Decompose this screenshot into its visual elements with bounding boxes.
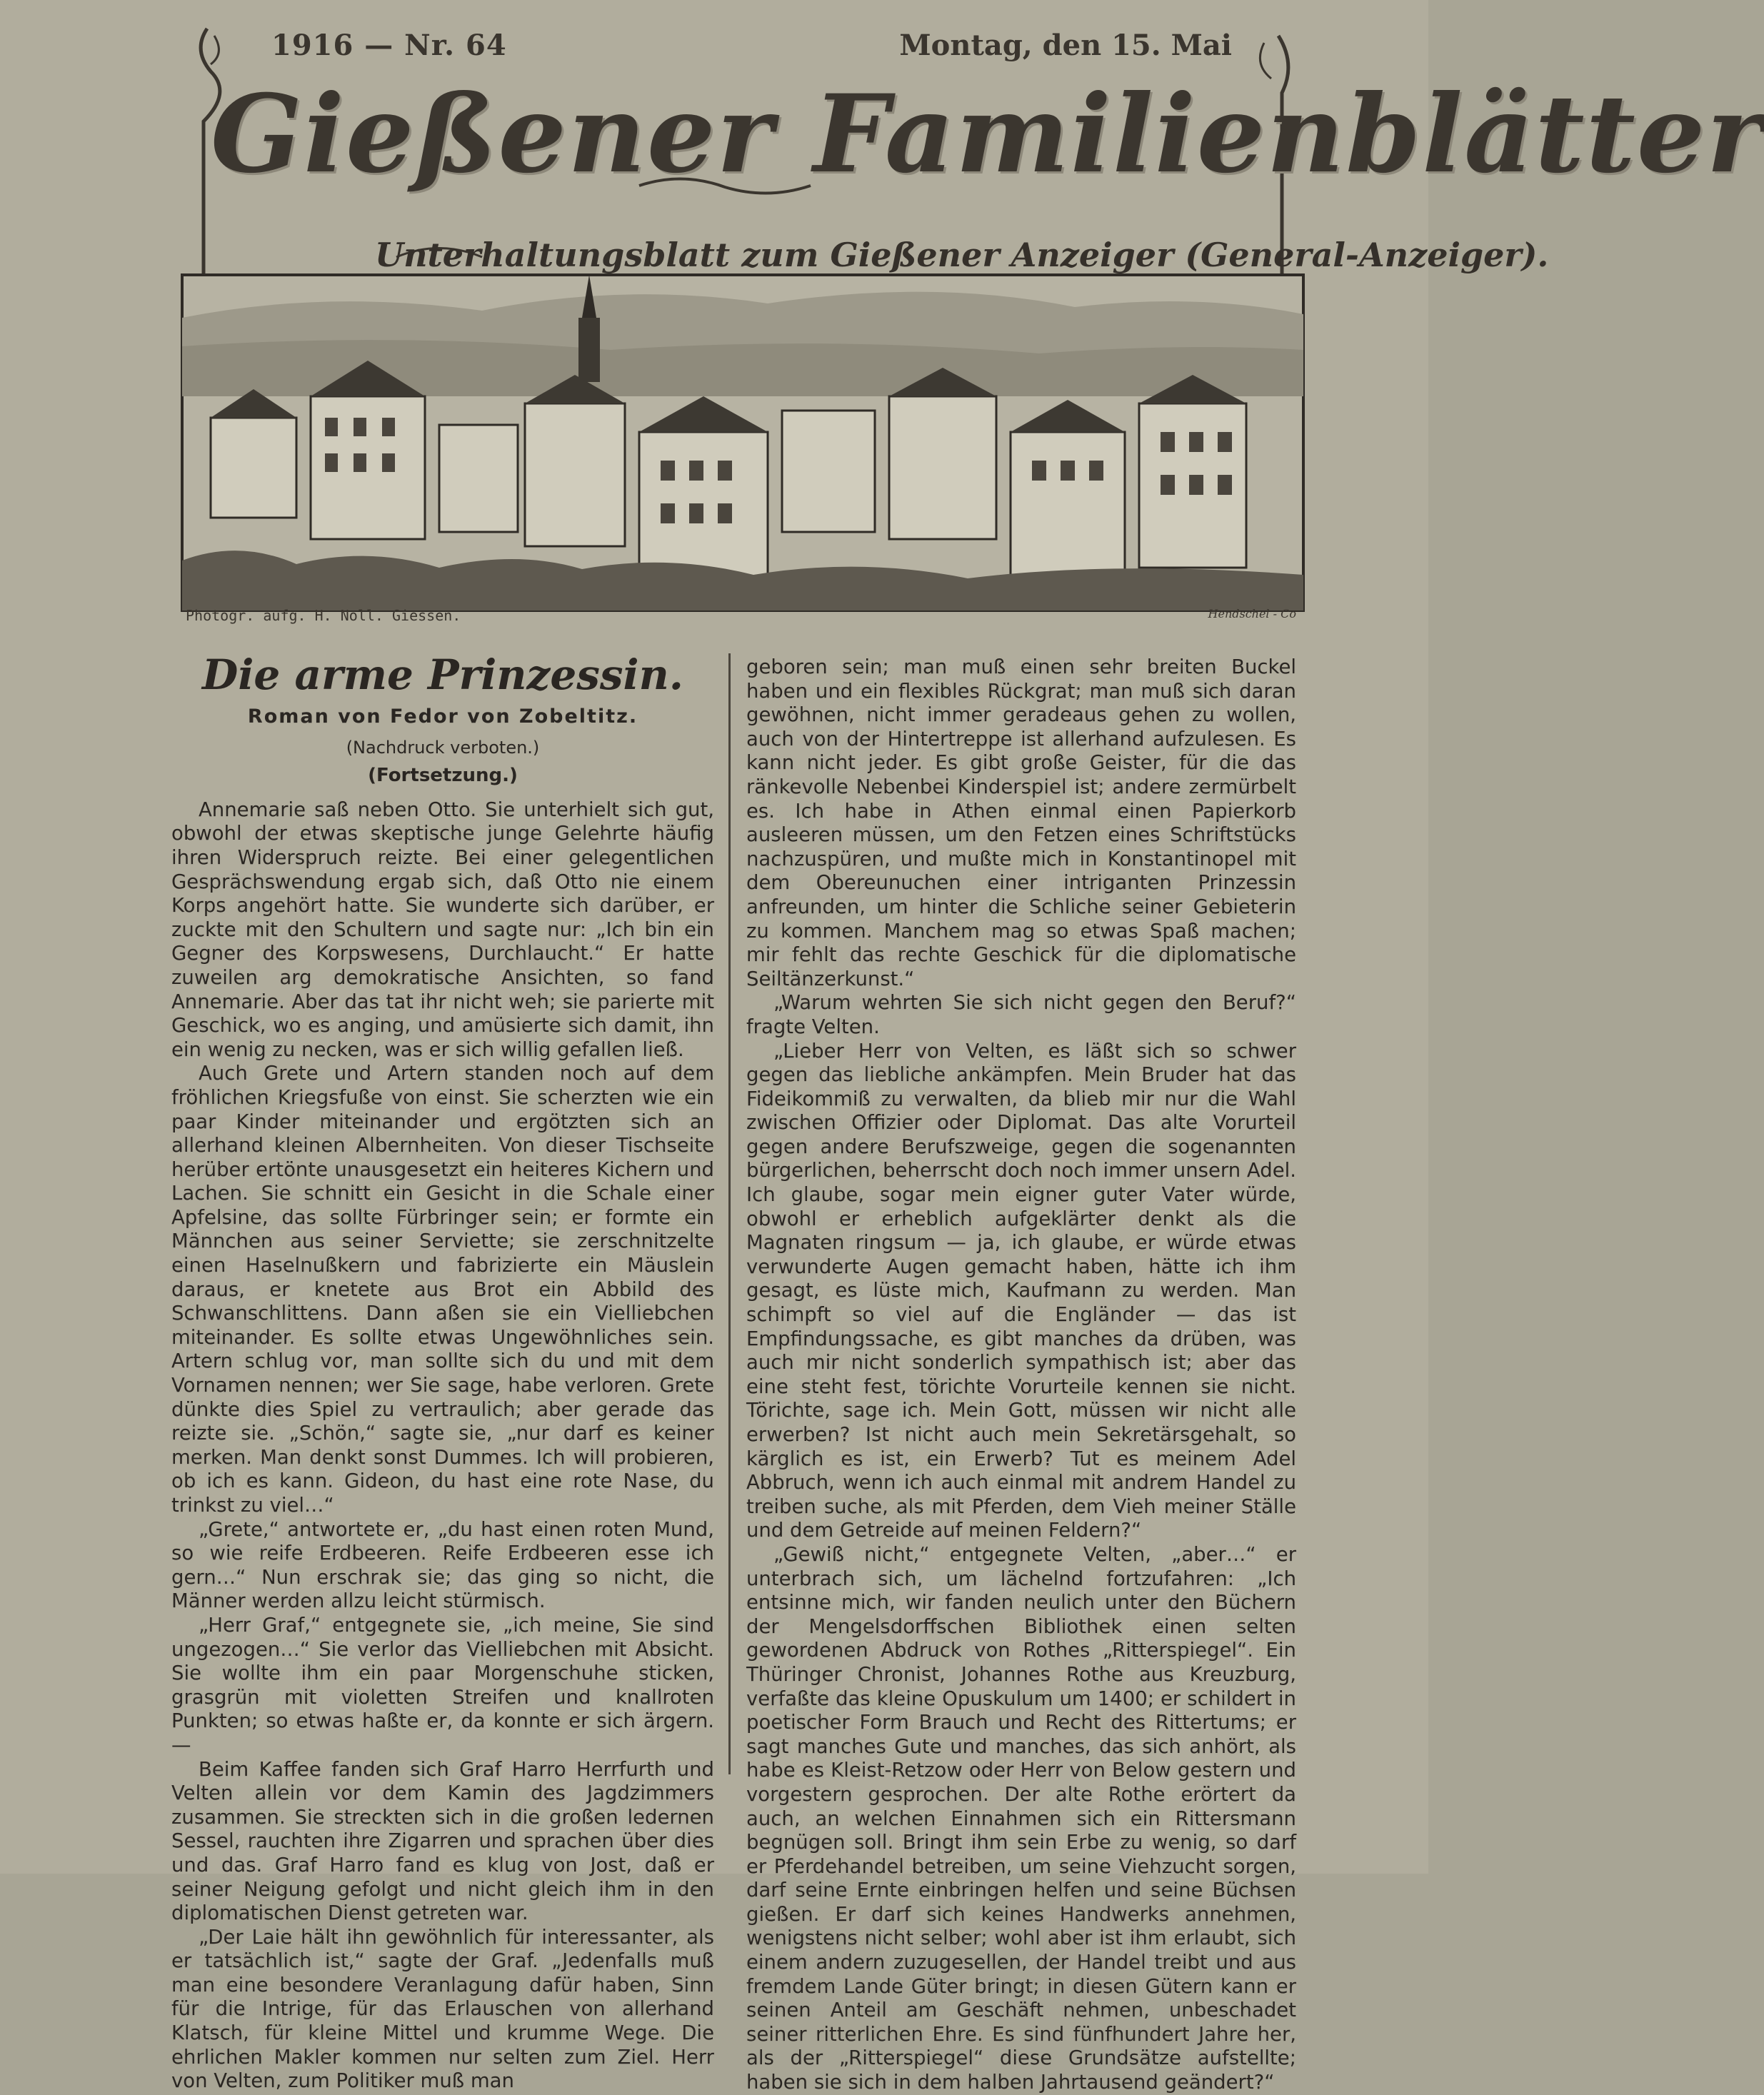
right-column	[746, 655, 1296, 2095]
paragraph: „Herr Graf,“ entgegnete sie, „ich meine, Sie sind ungezogen…“ Sie verlor das Vielliebchen mit Absicht. Sie wollte ihm ein paar Morgenschuhe sticken, grasgrün mit violetten Streifen und knallroten Punkten; so etwas haßte er, da konnte er sich ärgern. —	[171, 1613, 714, 1757]
paragraph: „Der Laie hält ihn gewöhnlich für interessanter, als er tatsächlich ist,“ sagte der Graf. „Jedenfalls muß man eine besondere Veranlagung dafür haben, Sinn für die Intrige, für das Erlauschen von allerhand Klatsch, für kleine Mittel und krumme Wege. Die ehrlichen Makler kommen nur selten zum Ziel. Herr von Velten, zum Politiker muß man	[171, 1925, 714, 2093]
paragraph: „Lieber Herr von Velten, es läßt sich so schwer gegen das liebliche ankämpfen. Mein Bruder hat das Fideikommiß zu verwalten, da blieb mir nur die Wahl zwischen Offizier oder Diplomat. Das alte Vorurteil gegen andere Berufszweige, gegen die sogenannten bürgerlichen, beherrscht doch noch immer unsern Adel. Ich glaube, sogar mein eigner guter Vater würde, obwohl er erheblich aufgeklärter denkt als die Magnaten ringsum — ja, ich glaube, er würde etwas verwunderte Augen gemacht haben, hätte ich ihm gesagt, es lüste mich, Kaufmann zu werden. Man schimpft so viel auf die Engländer — das ist Empfindungssache, es gibt manches da drüben, was auch mir nicht sonderlich sympathisch ist; aber das eine steht fest, törichte Vorurteile kennen sie nicht. Törichte, sage ich. Mein Gott, müssen wir nicht alle erwerben? Ist nicht auch mein Sekretärsgehalt, so kärglich es ist, ein Erwerb? Tut es meinem Adel Abbruch, wenn ich auch einmal mit andrem Handel zu treiben suche, als mit Pferden, dem Vieh meiner Ställe und dem Getreide auf meinen Feldern?“	[746, 1039, 1296, 1542]
newspaper-title: Gießener Familienblätter	[211, 71, 1764, 197]
paragraph: „Grete,“ antwortete er, „du hast einen roten Mund, so wie reife Erdbeeren. Reife Erdbeeren esse ich gern…“ Nun erschrak sie; das ging so nicht, die Männer werden allzu leicht stürmisch.	[171, 1517, 714, 1613]
story-title: Die arme Prinzessin.	[202, 650, 683, 699]
column-divider	[728, 653, 731, 1774]
issue-date: Montag, den 15. Mai	[899, 29, 1232, 62]
paragraph: „Gewiß nicht,“ entgegnete Velten, „aber…“ er unterbrach sich, um lächelnd fortzufahren: „Ich entsinne mich, wir fanden neulich unter den Büchern der Mengelsdorffschen Bibliothek einen selten gewordenen Abdruck von Rothes „Ritterspiegel“. Ein Thüringer Chronist, Johannes Rothe aus Kreuzburg, verfaßte das kleine Opuskulum um 1400; er schildert in poetischer Form Brauch und Recht des Rittertums; er sagt manches Gute und manches, das sich anhört, als habe es Kleist-Retzow oder Herr von Below gestern und vorgestern gesprochen. Der alte Rothe erörtert da auch, an welchen Einnahmen sich ein Rittersmann begnügen soll. Bringt ihm sein Erbe zu wenig, so darf er Pferdehandel betreiben, um seine Viehzucht sorgen, darf seine Ernte einbringen helfen und seine Büchsen gießen. Er darf sich keines Handwerks annehmen, wenigstens nicht selber; wohl aber ist ihm erlaubt, sich einem andern zuzugesellen, der Handel treibt und aus fremdem Lande Güter bringt; in diesen Gütern kann er seinen Anteil am Geschäft nehmen, unbeschadet seiner ritterlichen Ehre. Es sind fünfhundert Jahre her, als der „Ritterspiegel“ diese Grundsätze aufstellte; haben sie sich in dem halben Jahrtausend geändert?“	[746, 1542, 1296, 2094]
photo-credit: Photogr. aufg. H. Noll. Giessen.	[186, 607, 461, 624]
city-illustration	[182, 275, 1303, 618]
story-byline: Roman von Fedor von Zobeltitz.	[247, 705, 638, 728]
paragraph: Auch Grete und Artern standen noch auf dem fröhlichen Kriegsfuße von einst. Sie scherzten wie ein paar Kinder miteinander und ergötzten sich an allerhand kleinen Albernheiten. Von dieser Tischseite herüber ertönte unausgesetzt ein heiteres Kichern und Lachen. Sie schnitt ein Gesicht in die Schale einer Apfelsine, das sollte Fürbringer sein; er formte ein Männchen aus seiner Serviette; sie zerschnitzelte einen Haselnußkern und fabrizierte ein Mäuslein daraus, er knetete aus Brot ein Abbild des Schwanschlittens. Dann aßen sie ein Vielliebchen miteinander. Es sollte etwas Ungewöhnliches sein. Artern schlug vor, man sollte sich du und mit dem Vornamen nennen; wer Sie sage, habe verloren. Grete dünkte dies Spiel zu vertraulich; aber gerade das reizte sie. „Schön,“ sagte sie, „nur darf es keiner merken. Man denkt sonst Dummes. Ich will probieren, ob ich es kann. Gideon, du hast eine rote Nase, du trinkst zu viel…“	[171, 1062, 714, 1517]
paragraph: „Warum wehrten Sie sich nicht gegen den Beruf?“ fragte Velten.	[746, 991, 1296, 1038]
newspaper-subtitle: Unterhaltungsblatt zum Gießener Anzeiger (General-Anzeiger).	[375, 236, 1549, 274]
paragraph: Beim Kaffee fanden sich Graf Harro Herrfurth und Velten allein vor dem Kamin des Jagdzimmers zusammen. Sie streckten sich in die großen ledernen Sessel, rauchten ihre Zigarren und sprachen über dies und das. Graf Harro fand es klug von Jost, daß er seiner Neigung gefolgt und nicht gleich ihm in den diplomatischen Dienst getreten war.	[171, 1757, 714, 1925]
paragraph: geboren sein; man muß einen sehr breiten Buckel haben und ein flexibles Rückgrat; man muß sich daran gewöhnen, nicht immer geradeaus gehen zu wollen, auch von der Hintertreppe ist allerhand aufzulesen. Es kann nicht jeder. Es gibt große Geister, für die das ränkevolle Nebenbei Kinderspiel ist; andere zermürbelt es. Ich habe in Athen einmal einen Papierkorb ausleeren müssen, um den Fetzen eines Schriftstücks nachzuspüren, und mußte mich in Konstantinopel mit dem Obereunuchen einer intriganten Prinzessin anfreunden, um hinter die Schliche seiner Gebieterin zu kommen. Manchem mag so etwas Spaß machen; mir fehlt das rechte Geschick für die diplomatische Seiltänzerkunst.“	[746, 655, 1296, 990]
continuation-note: (Fortsetzung.)	[368, 765, 518, 787]
engraver-credit: Hendschel - Co	[1208, 607, 1296, 621]
reprint-note: (Nachdruck verboten.)	[346, 737, 540, 758]
left-column	[171, 646, 714, 2094]
issue-number: 1916 — Nr. 64	[271, 29, 507, 62]
masthead	[182, 21, 1764, 628]
paragraph: Annemarie saß neben Otto. Sie unterhielt sich gut, obwohl der etwas skeptische junge Gelehrte häufig ihren Widerspruch reizte. Bei einer gelegentlichen Gesprächswendung ergab sich, daß Otto nie einem Korps angehört hatte. Sie wunderte sich darüber, er zuckte mit den Schultern und sagte nur: „Ich bin ein Gegner des Korpswesens, Durchlaucht.“ Er hatte zuweilen arg demokratische Ansichten, so fand Annemarie. Aber das tat ihr nicht weh; sie parierte mit Geschick, wo es anging, und amüsierte sich damit, ihn ein wenig zu necken, was er sich willig gefallen ließ.	[171, 798, 714, 1061]
